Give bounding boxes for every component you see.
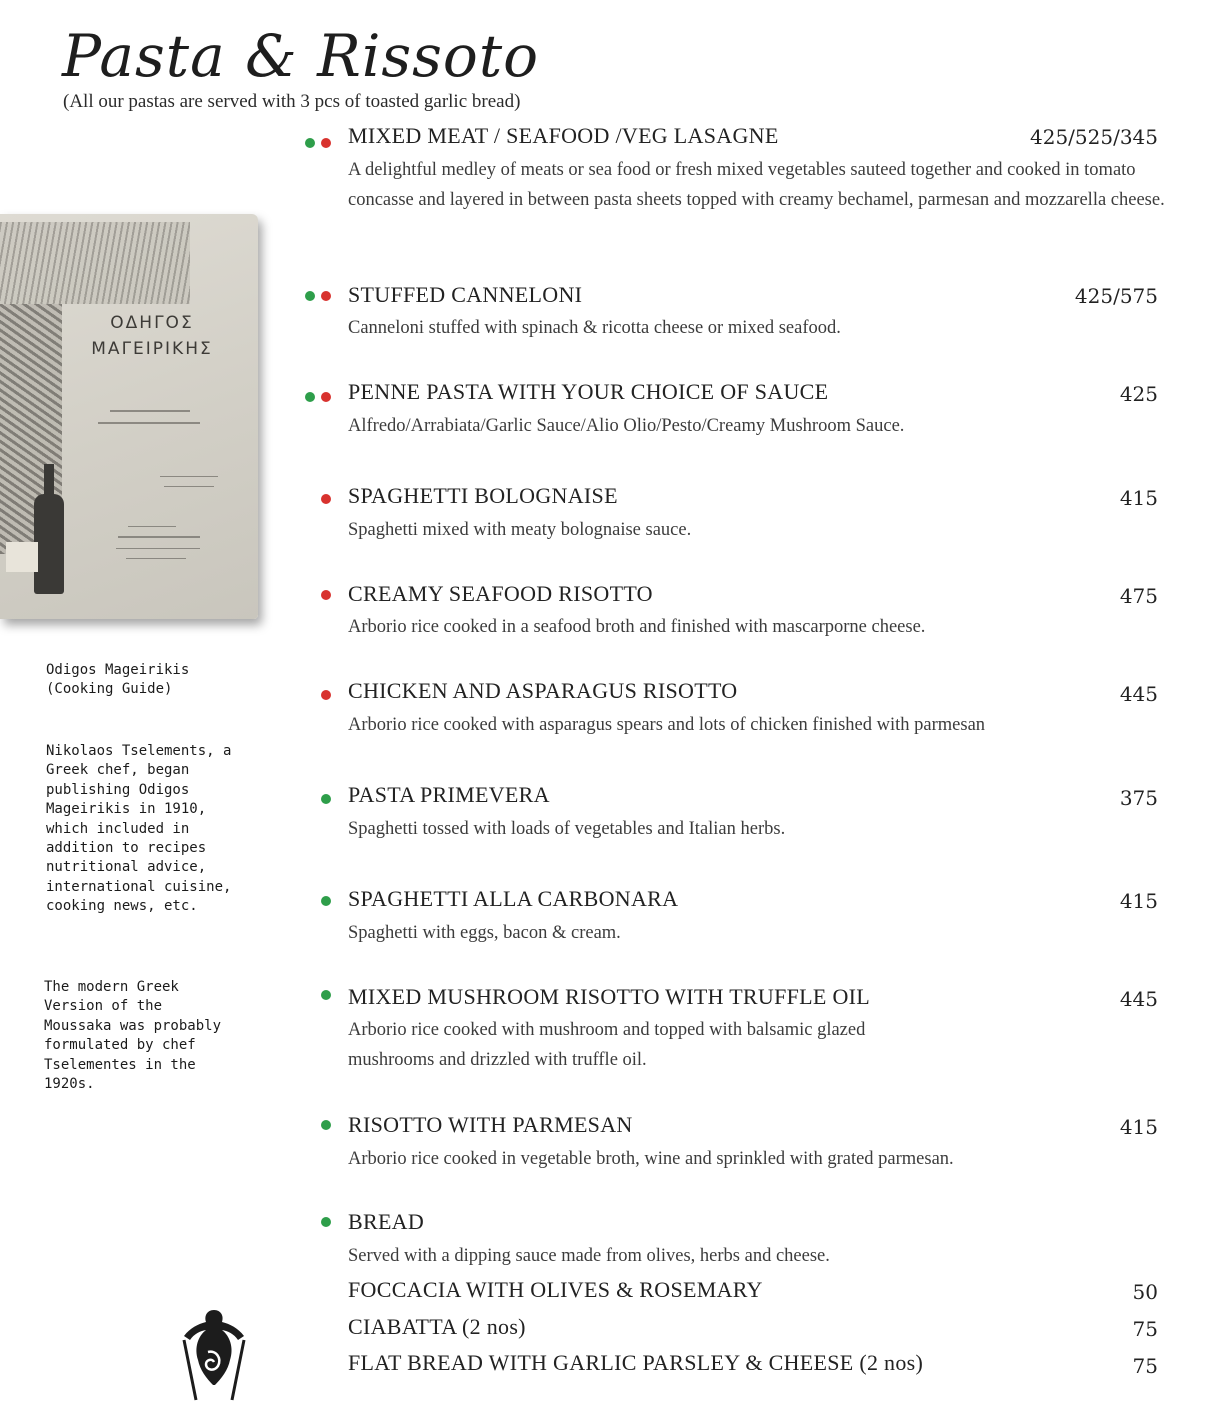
veg-indicator-icon xyxy=(305,291,315,301)
cover-text-line xyxy=(98,422,200,424)
cover-text-line xyxy=(110,410,190,412)
page-title: Pasta & Rissoto xyxy=(62,22,540,90)
bread-option-price: 75 xyxy=(1132,1317,1158,1341)
cover-text-line xyxy=(164,486,214,487)
veg-indicator-icon xyxy=(321,1120,331,1130)
menu-item-price: 425/575 xyxy=(1074,284,1158,308)
cookbook-title xyxy=(62,310,242,362)
menu-item-description: Served with a dipping sauce made from olives, herbs and cheese. xyxy=(348,1246,830,1266)
menu-item-description: Spaghetti with eggs, bacon & cream. xyxy=(348,923,621,943)
non-veg-indicator-icon xyxy=(321,590,331,600)
menu-item-name: PASTA PRIMEVERA xyxy=(348,782,550,807)
menu-item-name: SPAGHETTI BOLOGNAISE xyxy=(348,483,618,508)
page-subtitle: (All our pastas are served with 3 pcs of toasted garlic bread) xyxy=(63,91,521,112)
menu-item-description: Arborio rice cooked in a seafood broth and finished with mascarporne cheese. xyxy=(348,617,926,637)
menu-item-description: Arborio rice cooked with asparagus spears and lots of chicken finished with parmesan xyxy=(348,715,986,735)
veg-indicator-icon xyxy=(321,794,331,804)
menu-item-price: 415 xyxy=(1119,1115,1158,1139)
cookbook-title-line2: ΜΑΓΕΙΡΙΚΗΣ xyxy=(91,339,213,359)
menu-item-price: 415 xyxy=(1119,486,1158,510)
bottle-label xyxy=(6,542,38,572)
menu-item-description: Alfredo/Arrabiata/Garlic Sauce/Alio Olio/Pesto/Creamy Mushroom Sauce. xyxy=(348,416,905,436)
bottle-illustration xyxy=(34,494,64,594)
non-veg-indicator-icon xyxy=(321,690,331,700)
veg-indicator-icon xyxy=(321,1217,331,1227)
menu-item-description: Arborio rice cooked in vegetable broth, wine and sprinkled with grated parmesan. xyxy=(348,1149,954,1169)
menu-item-price: 375 xyxy=(1119,786,1158,810)
menu-item-price: 445 xyxy=(1119,987,1158,1011)
restaurant-logo-icon xyxy=(172,1306,256,1406)
bread-option-name: FLAT BREAD WITH GARLIC PARSLEY & CHEESE (2 nos) xyxy=(348,1350,924,1375)
menu-item-price: 425 xyxy=(1119,382,1158,406)
cover-text-line xyxy=(116,548,200,549)
menu-item-price: 445 xyxy=(1119,682,1158,706)
non-veg-indicator-icon xyxy=(321,392,331,402)
veg-indicator-icon xyxy=(321,990,331,1000)
bread-option-name: CIABATTA (2 nos) xyxy=(348,1314,526,1339)
non-veg-indicator-icon xyxy=(321,138,331,148)
bread-option-name: FOCCACIA WITH OLIVES & ROSEMARY xyxy=(348,1277,763,1302)
image-caption: Odigos Mageirikis (Cooking Guide) xyxy=(46,662,190,698)
cover-engraving-top xyxy=(0,222,190,304)
menu-item-name: STUFFED CANNELONI xyxy=(348,282,583,307)
veg-indicator-icon xyxy=(321,896,331,906)
cover-text-line xyxy=(126,558,186,559)
cookbook-cover-image xyxy=(0,214,258,619)
menu-item-name: CREAMY SEAFOOD RISOTTO xyxy=(348,581,653,606)
veg-indicator-icon xyxy=(305,138,315,148)
cover-text-line xyxy=(128,526,176,527)
menu-item-description: A delightful medley of meats or sea food or fresh mixed vegetables sauteed together and cooked in tomato concasse and layered in between pasta sheets topped with creamy bechamel, parmesan and mozzarella cheese. xyxy=(348,160,1165,210)
menu-item-price: 425/525/345 xyxy=(1030,125,1158,149)
non-veg-indicator-icon xyxy=(321,291,331,301)
menu-item-name: CHICKEN AND ASPARAGUS RISOTTO xyxy=(348,678,738,703)
menu-item-description: Canneloni stuffed with spinach & ricotta cheese or mixed seafood. xyxy=(348,318,841,338)
menu-item-name: RISOTTO WITH PARMESAN xyxy=(348,1112,633,1137)
history-note: Nikolaos Tselements, a Greek chef, began publishing Odigos Mageirikis in 1910, which included in addition to recipes nutritional advice, international cuisine, cooking news, etc. xyxy=(46,743,232,915)
menu-item-description: Spaghetti tossed with loads of vegetables and Italian herbs. xyxy=(348,819,786,839)
cover-text-line xyxy=(160,476,218,477)
menu-item-description: Arborio rice cooked with mushroom and topped with balsamic glazed mushrooms and drizzled with truffle oil. xyxy=(348,1020,866,1070)
bread-option-price: 75 xyxy=(1132,1354,1158,1378)
veg-indicator-icon xyxy=(305,392,315,402)
menu-item-name: MIXED MEAT / SEAFOOD /VEG LASAGNE xyxy=(348,123,779,148)
cover-text-line xyxy=(118,536,200,538)
menu-item-price: 415 xyxy=(1119,889,1158,913)
menu-item-name: BREAD xyxy=(348,1209,425,1234)
non-veg-indicator-icon xyxy=(321,494,331,504)
menu-item-name: SPAGHETTI ALLA CARBONARA xyxy=(348,886,679,911)
menu-item-name: MIXED MUSHROOM RISOTTO WITH TRUFFLE OIL xyxy=(348,984,870,1009)
cookbook-title-line1: ΟΔΗΓΟΣ xyxy=(110,313,194,333)
menu-item-price: 475 xyxy=(1119,584,1158,608)
bread-option-price: 50 xyxy=(1132,1280,1158,1304)
moussaka-note: The modern Greek Version of the Moussaka was probably formulated by chef Tselementes in the 1920s. xyxy=(44,979,222,1093)
menu-item-name: PENNE PASTA WITH YOUR CHOICE OF SAUCE xyxy=(348,379,829,404)
menu-item-description: Spaghetti mixed with meaty bolognaise sauce. xyxy=(348,520,692,540)
